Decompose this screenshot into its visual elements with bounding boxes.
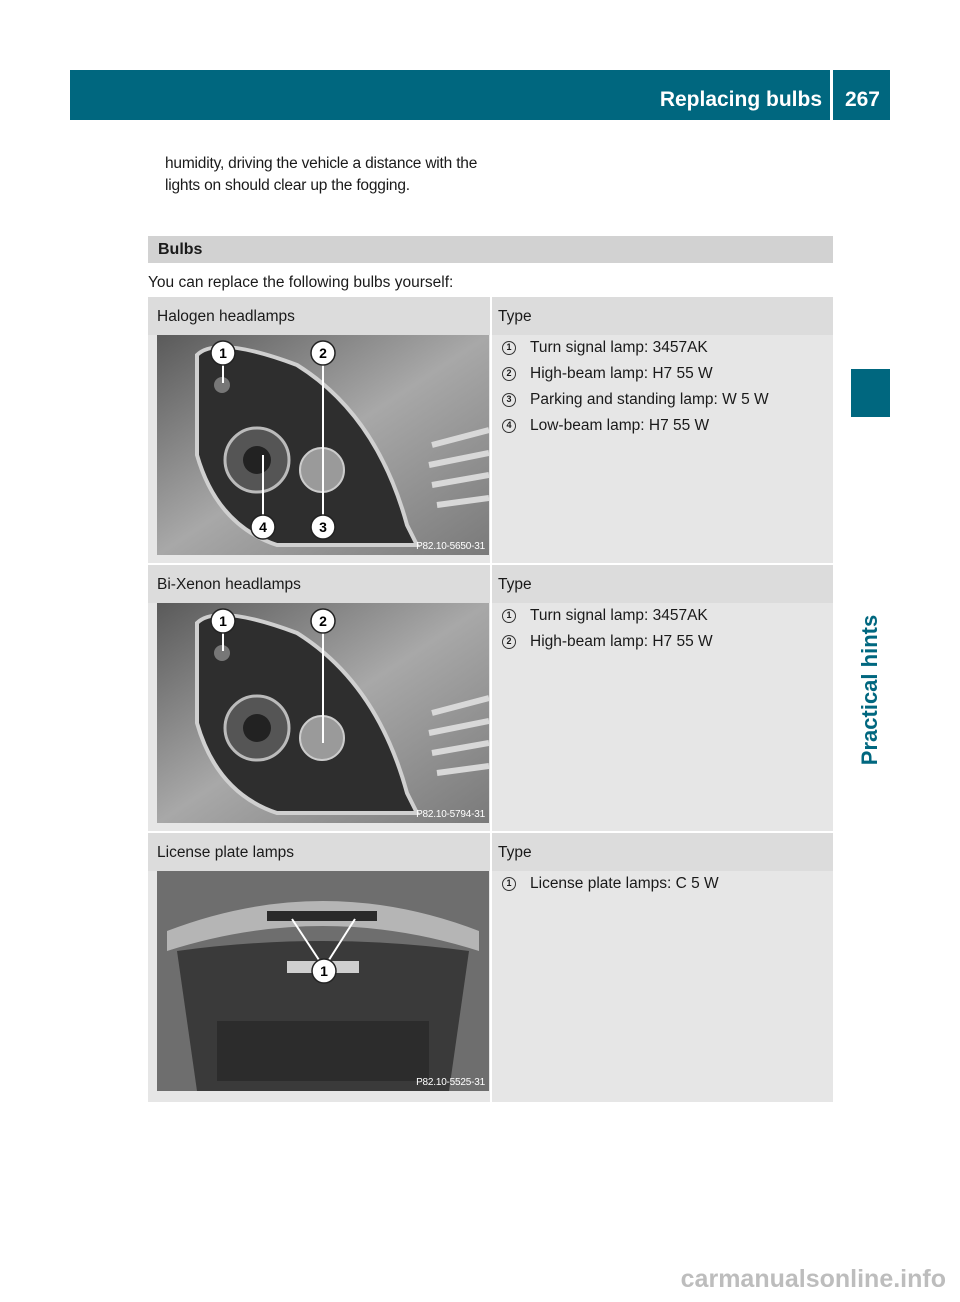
number-1-icon: 1 <box>502 341 516 355</box>
lamp-name: Halogen headlamps <box>157 308 295 325</box>
section-lead: You can replace the following bulbs yourself: <box>148 274 454 291</box>
bulb-table <box>148 297 833 1102</box>
number-3-icon: 3 <box>502 393 516 407</box>
number-2-icon: 2 <box>502 367 516 381</box>
lamp-name: License plate lamps <box>157 844 294 861</box>
list-item <box>498 387 828 413</box>
column-divider <box>490 297 492 563</box>
headlamp-photo <box>157 335 489 555</box>
photo-code: P82.10-5794-31 <box>416 809 485 820</box>
photo-code: P82.10-5650-31 <box>416 541 485 552</box>
lamp-name: Bi-Xenon headlamps <box>157 576 301 593</box>
bulb-spec: License plate lamps: C 5 W <box>530 875 719 892</box>
column-divider <box>490 833 492 1102</box>
column-divider <box>490 565 492 831</box>
list-item <box>498 629 828 655</box>
side-tab <box>850 600 890 780</box>
section-title: Bulbs <box>158 241 203 258</box>
svg-text:4: 4 <box>259 519 267 535</box>
list-item <box>498 871 828 897</box>
table-row <box>148 297 833 565</box>
list-item <box>498 413 828 439</box>
bulb-list <box>498 335 828 439</box>
table-row <box>148 565 833 833</box>
list-item <box>498 361 828 387</box>
license-plate-photo <box>157 871 489 1091</box>
photo-code: P82.10-5525-31 <box>416 1077 485 1088</box>
type-label: Type <box>498 576 532 593</box>
list-item <box>498 335 828 361</box>
headlamp-photo <box>157 603 489 823</box>
bulb-spec: High-beam lamp: H7 55 W <box>530 365 713 382</box>
list-item <box>498 603 828 629</box>
svg-text:1: 1 <box>219 345 227 361</box>
svg-text:3: 3 <box>319 519 327 535</box>
number-1-icon: 1 <box>502 877 516 891</box>
chapter-title: Replacing bulbs <box>659 88 822 111</box>
bulb-spec: Turn signal lamp: 3457AK <box>530 339 708 356</box>
svg-text:2: 2 <box>319 613 327 629</box>
number-4-icon: 4 <box>502 419 516 433</box>
number-2-icon: 2 <box>502 635 516 649</box>
table-row <box>148 833 833 1102</box>
watermark: carmanualsonline.info <box>680 1265 946 1293</box>
header-separator <box>830 70 833 120</box>
bulb-spec: High-beam lamp: H7 55 W <box>530 633 713 650</box>
svg-text:1: 1 <box>320 963 328 979</box>
svg-text:2: 2 <box>319 345 327 361</box>
bulb-list <box>498 871 828 897</box>
bulb-list <box>498 603 828 655</box>
side-tab-label: Practical hints <box>857 614 882 766</box>
side-tab-marker <box>851 369 890 417</box>
section-heading <box>148 236 833 263</box>
svg-text:1: 1 <box>219 613 227 629</box>
header-bar <box>70 70 890 120</box>
intro-paragraph: humidity, driving the vehicle a distance with the lights on should clear up the fogging. <box>165 155 478 194</box>
bulb-spec: Turn signal lamp: 3457AK <box>530 607 708 624</box>
bulb-spec: Parking and standing lamp: W 5 W <box>530 391 769 408</box>
number-1-icon: 1 <box>502 609 516 623</box>
page-number: 267 <box>844 88 880 111</box>
type-label: Type <box>498 308 532 325</box>
type-label: Type <box>498 844 532 861</box>
bulb-spec: Low-beam lamp: H7 55 W <box>530 417 710 434</box>
